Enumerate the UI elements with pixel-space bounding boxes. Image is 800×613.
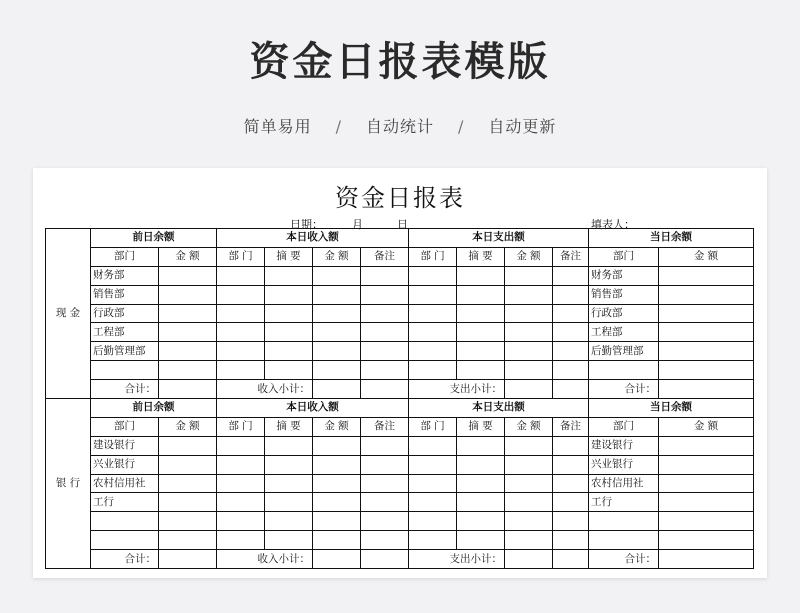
data-cell[interactable] [457, 285, 505, 304]
filler-label: 填表人： [591, 218, 635, 231]
data-cell[interactable] [505, 455, 553, 474]
month-label: 月 [352, 218, 363, 231]
data-cell[interactable] [313, 285, 361, 304]
data-cell[interactable] [265, 342, 313, 361]
tag-separator: / [335, 117, 342, 136]
section-side-label: 现 金 [46, 229, 91, 399]
data-cell[interactable] [553, 436, 589, 455]
data-cell[interactable] [659, 266, 754, 285]
data-cell[interactable] [265, 493, 313, 512]
end-total-label: 合计： [589, 380, 659, 399]
end-total-label: 合计： [589, 550, 659, 569]
data-cell[interactable] [659, 342, 754, 361]
data-cell[interactable] [159, 285, 217, 304]
data-cell[interactable] [313, 266, 361, 285]
data-cell[interactable] [659, 323, 754, 342]
hero-title: 资金日报表模版 [249, 39, 551, 85]
data-cell[interactable] [505, 342, 553, 361]
column-header: 摘 要 [457, 417, 505, 436]
row-dept-label: 农村信用社 [91, 474, 159, 493]
data-cell[interactable] [505, 266, 553, 285]
expense-subtotal-value[interactable] [553, 380, 589, 399]
data-cell[interactable] [217, 531, 265, 550]
data-cell[interactable] [553, 323, 589, 342]
table-row [46, 304, 754, 323]
column-header: 摘 要 [265, 247, 313, 266]
row-dept-label: 建设银行 [91, 436, 159, 455]
data-cell[interactable] [313, 474, 361, 493]
row-dept-label [91, 512, 159, 531]
table-row [46, 342, 754, 361]
row-dept-label: 工程部 [91, 323, 159, 342]
tag-separator: / [458, 117, 465, 136]
report-sheet [33, 168, 767, 578]
data-cell[interactable] [659, 361, 754, 380]
data-cell[interactable] [361, 512, 409, 531]
column-header-row [46, 417, 754, 436]
data-cell[interactable] [659, 493, 754, 512]
table-row [46, 266, 754, 285]
column-header: 备注 [553, 247, 589, 266]
column-header: 部门 [91, 247, 159, 266]
data-cell[interactable] [505, 531, 553, 550]
row-end-dept-label: 财务部 [589, 266, 659, 285]
spacer-cell [505, 550, 553, 569]
data-cell[interactable] [457, 304, 505, 323]
data-cell[interactable] [553, 361, 589, 380]
data-cell[interactable] [159, 512, 217, 531]
data-cell[interactable] [313, 493, 361, 512]
data-cell[interactable] [313, 531, 361, 550]
row-end-dept-label: 行政部 [589, 304, 659, 323]
data-cell[interactable] [361, 304, 409, 323]
data-cell[interactable] [553, 455, 589, 474]
data-cell[interactable] [659, 474, 754, 493]
data-cell[interactable] [265, 455, 313, 474]
data-cell[interactable] [553, 512, 589, 531]
row-end-dept-label [589, 531, 659, 550]
data-cell[interactable] [159, 304, 217, 323]
group-header-income: 本日收入额 [217, 399, 409, 418]
data-cell[interactable] [361, 531, 409, 550]
group-header-row [46, 399, 754, 418]
row-end-dept-label: 工程部 [589, 323, 659, 342]
data-cell[interactable] [409, 304, 457, 323]
end-total-value[interactable] [659, 550, 754, 569]
income-subtotal-value[interactable] [361, 550, 409, 569]
data-cell[interactable] [313, 342, 361, 361]
group-header-expense: 本日支出额 [409, 399, 589, 418]
column-header: 部 门 [409, 417, 457, 436]
row-end-dept-label [589, 512, 659, 531]
data-cell[interactable] [361, 323, 409, 342]
group-header-prev-balance: 前日余额 [91, 229, 217, 248]
row-dept-label: 销售部 [91, 285, 159, 304]
data-cell[interactable] [505, 493, 553, 512]
data-cell[interactable] [457, 266, 505, 285]
data-cell[interactable] [265, 304, 313, 323]
column-header: 金 额 [159, 417, 217, 436]
data-cell[interactable] [361, 342, 409, 361]
data-cell[interactable] [217, 474, 265, 493]
group-header-row [46, 229, 754, 248]
row-end-dept-label [589, 361, 659, 380]
row-end-dept-label: 销售部 [589, 285, 659, 304]
row-dept-label: 工行 [91, 493, 159, 512]
table-row [46, 493, 754, 512]
data-cell[interactable] [159, 493, 217, 512]
column-header: 金 额 [505, 247, 553, 266]
row-end-dept-label: 农村信用社 [589, 474, 659, 493]
data-cell[interactable] [313, 361, 361, 380]
column-header: 摘 要 [457, 247, 505, 266]
data-cell[interactable] [553, 531, 589, 550]
data-cell[interactable] [159, 323, 217, 342]
row-dept-label [91, 361, 159, 380]
column-header: 部门 [589, 247, 659, 266]
data-cell[interactable] [361, 266, 409, 285]
data-cell[interactable] [159, 455, 217, 474]
data-cell[interactable] [159, 531, 217, 550]
expense-subtotal-label: 支出小计： [409, 380, 505, 399]
hero-subtitle [0, 114, 800, 137]
section-side-label: 银 行 [46, 399, 91, 569]
group-header-day-balance: 当日余额 [589, 229, 754, 248]
data-cell[interactable] [313, 323, 361, 342]
data-cell[interactable] [553, 285, 589, 304]
spacer-cell [313, 380, 361, 399]
data-cell[interactable] [313, 436, 361, 455]
data-cell[interactable] [265, 361, 313, 380]
data-cell[interactable] [361, 285, 409, 304]
data-cell[interactable] [361, 455, 409, 474]
data-cell[interactable] [409, 436, 457, 455]
data-cell[interactable] [265, 323, 313, 342]
group-header-prev-balance: 前日余额 [91, 399, 217, 418]
data-cell[interactable] [659, 455, 754, 474]
table-row [46, 436, 754, 455]
data-cell[interactable] [265, 436, 313, 455]
column-header-row [46, 247, 754, 266]
data-cell[interactable] [409, 361, 457, 380]
row-dept-label: 行政部 [91, 304, 159, 323]
income-subtotal-value[interactable] [361, 380, 409, 399]
data-cell[interactable] [265, 266, 313, 285]
row-dept-label: 财务部 [91, 266, 159, 285]
data-cell[interactable] [265, 285, 313, 304]
data-cell[interactable] [159, 361, 217, 380]
ledger-table [45, 228, 754, 569]
totals-row [46, 380, 754, 399]
data-cell[interactable] [659, 531, 754, 550]
column-header: 备注 [553, 417, 589, 436]
sheet-title: 资金日报表 [335, 184, 465, 212]
data-cell[interactable] [409, 266, 457, 285]
column-header: 部 门 [217, 417, 265, 436]
data-cell[interactable] [159, 342, 217, 361]
data-cell[interactable] [409, 455, 457, 474]
data-cell[interactable] [553, 342, 589, 361]
spacer-cell [313, 550, 361, 569]
data-cell[interactable] [217, 266, 265, 285]
table-row [46, 323, 754, 342]
total-value[interactable] [159, 380, 217, 399]
column-header: 金 额 [313, 247, 361, 266]
data-cell[interactable] [505, 285, 553, 304]
day-label: 日 [397, 218, 408, 231]
data-cell[interactable] [361, 436, 409, 455]
row-dept-label: 后勤管理部 [91, 342, 159, 361]
data-cell[interactable] [505, 474, 553, 493]
data-cell[interactable] [217, 455, 265, 474]
data-cell[interactable] [361, 361, 409, 380]
expense-subtotal-value[interactable] [553, 550, 589, 569]
row-end-dept-label: 建设银行 [589, 436, 659, 455]
data-cell[interactable] [409, 323, 457, 342]
data-cell[interactable] [217, 304, 265, 323]
data-cell[interactable] [457, 342, 505, 361]
data-cell[interactable] [457, 474, 505, 493]
income-subtotal-label: 收入小计： [217, 380, 313, 399]
data-cell[interactable] [553, 304, 589, 323]
data-cell[interactable] [659, 512, 754, 531]
data-cell[interactable] [217, 493, 265, 512]
group-header-day-balance: 当日余额 [589, 399, 754, 418]
data-cell[interactable] [217, 285, 265, 304]
data-cell[interactable] [265, 474, 313, 493]
data-cell[interactable] [553, 266, 589, 285]
data-cell[interactable] [659, 304, 754, 323]
column-header: 金 额 [505, 417, 553, 436]
data-cell[interactable] [505, 512, 553, 531]
data-cell[interactable] [217, 323, 265, 342]
data-cell[interactable] [409, 474, 457, 493]
column-header: 部 门 [409, 247, 457, 266]
data-cell[interactable] [505, 436, 553, 455]
data-cell[interactable] [553, 474, 589, 493]
data-cell[interactable] [457, 323, 505, 342]
data-cell[interactable] [505, 323, 553, 342]
data-cell[interactable] [159, 266, 217, 285]
data-cell[interactable] [265, 531, 313, 550]
total-label: 合计： [91, 380, 159, 399]
row-dept-label [91, 531, 159, 550]
table-row [46, 512, 754, 531]
table-row [46, 474, 754, 493]
data-cell[interactable] [361, 474, 409, 493]
data-cell[interactable] [553, 493, 589, 512]
table-row [46, 361, 754, 380]
row-end-dept-label: 工行 [589, 493, 659, 512]
row-end-dept-label: 兴业银行 [589, 455, 659, 474]
data-cell[interactable] [159, 436, 217, 455]
group-header-income: 本日收入额 [217, 229, 409, 248]
date-label: 日期： [290, 218, 323, 231]
expense-subtotal-label: 支出小计： [409, 550, 505, 569]
column-header: 金 额 [659, 247, 754, 266]
spacer-cell [505, 380, 553, 399]
column-header: 部门 [589, 417, 659, 436]
column-header: 金 额 [313, 417, 361, 436]
data-cell[interactable] [457, 531, 505, 550]
table-row [46, 531, 754, 550]
total-label: 合计： [91, 550, 159, 569]
data-cell[interactable] [217, 436, 265, 455]
column-header: 备注 [361, 247, 409, 266]
column-header: 金 额 [159, 247, 217, 266]
column-header: 备注 [361, 417, 409, 436]
data-cell[interactable] [659, 436, 754, 455]
column-header: 摘 要 [265, 417, 313, 436]
column-header: 金 额 [659, 417, 754, 436]
data-cell[interactable] [409, 531, 457, 550]
income-subtotal-label: 收入小计： [217, 550, 313, 569]
data-cell[interactable] [217, 512, 265, 531]
row-dept-label: 兴业银行 [91, 455, 159, 474]
table-row [46, 285, 754, 304]
tag-auto-update: 自动更新 [488, 117, 557, 136]
data-cell[interactable] [505, 304, 553, 323]
table-row [46, 455, 754, 474]
data-cell[interactable] [361, 493, 409, 512]
data-cell[interactable] [505, 361, 553, 380]
total-value[interactable] [159, 550, 217, 569]
data-cell[interactable] [409, 342, 457, 361]
tag-easy: 简单易用 [243, 117, 312, 136]
data-cell[interactable] [457, 361, 505, 380]
data-cell[interactable] [659, 285, 754, 304]
column-header: 部门 [91, 417, 159, 436]
data-cell[interactable] [457, 455, 505, 474]
data-cell[interactable] [313, 455, 361, 474]
data-cell[interactable] [457, 436, 505, 455]
row-end-dept-label: 后勤管理部 [589, 342, 659, 361]
end-total-value[interactable] [659, 380, 754, 399]
data-cell[interactable] [409, 512, 457, 531]
data-cell[interactable] [409, 285, 457, 304]
data-cell[interactable] [159, 474, 217, 493]
tag-auto-stat: 自动统计 [365, 117, 434, 136]
group-header-expense: 本日支出额 [409, 229, 589, 248]
data-cell[interactable] [217, 342, 265, 361]
data-cell[interactable] [457, 512, 505, 531]
data-cell[interactable] [409, 493, 457, 512]
column-header: 部 门 [217, 247, 265, 266]
data-cell[interactable] [313, 304, 361, 323]
data-cell[interactable] [217, 361, 265, 380]
totals-row [46, 550, 754, 569]
data-cell[interactable] [457, 493, 505, 512]
data-cell[interactable] [313, 512, 361, 531]
data-cell[interactable] [265, 512, 313, 531]
